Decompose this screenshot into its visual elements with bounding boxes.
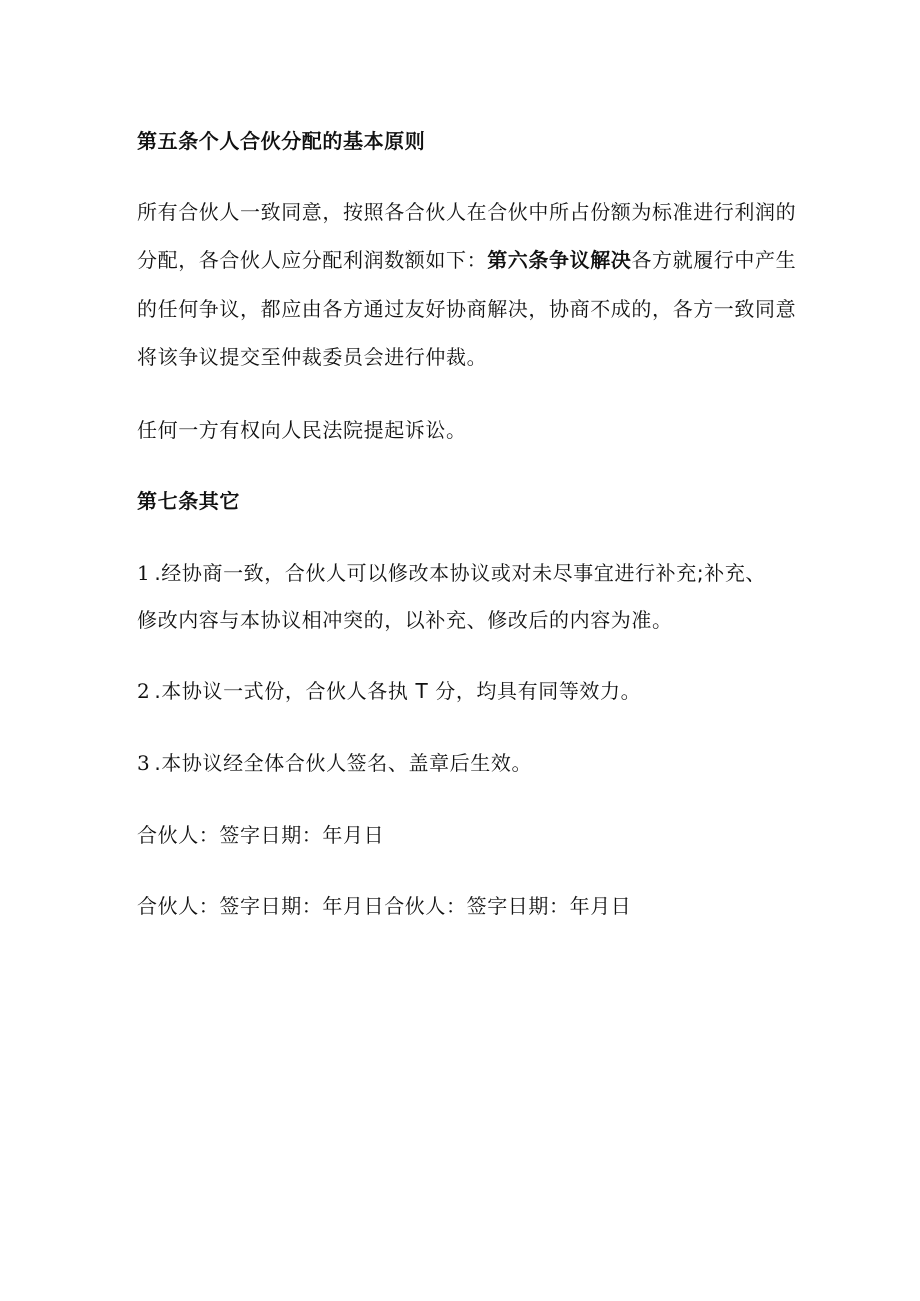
article-7-heading: 第七条其它 xyxy=(137,489,240,513)
item-number: 2 xyxy=(137,679,151,703)
article-7-item-1-line-1 xyxy=(137,560,766,586)
article-5-paragraph-line-1: 所有合伙人一致同意，按照各合伙人在合伙中所占份额为标准进行利润的 xyxy=(137,200,797,224)
paragraph-text: 各方就履行中产生 xyxy=(631,248,797,272)
article-7-item-1-line-2: 修改内容与本协议相冲突的，以补充、修改后的内容为准。 xyxy=(137,608,673,632)
article-5-paragraph-line-3: 的任何争议，都应由各方通过友好协商解决，协商不成的，各方一致同意 xyxy=(137,297,797,321)
item-text: .经协商一致，合伙人可以修改本协议或对未尽事宜进行补充;补充、 xyxy=(154,561,767,585)
article-7-item-2 xyxy=(137,678,641,704)
article-6-heading: 第六条争议解决 xyxy=(487,248,632,272)
signature-line-2: 合伙人：签字日期：年月日合伙人：签字日期：年月日 xyxy=(137,894,632,918)
article-5-heading: 第五条个人合伙分配的基本原则 xyxy=(137,129,426,153)
article-5-paragraph-line-2 xyxy=(137,247,796,273)
item-number: 3 xyxy=(137,751,151,775)
article-7-item-3 xyxy=(137,750,532,776)
article-5-paragraph-line-4: 将该争议提交至仲裁委员会进行仲裁。 xyxy=(137,345,488,369)
item-text: .本协议一式份，合伙人各执 T 分，均具有同等效力。 xyxy=(154,679,642,703)
article-5-paragraph-2: 任何一方有权向人民法院提起诉讼。 xyxy=(137,418,467,442)
item-number: 1 xyxy=(137,561,151,585)
item-text: .本协议经全体合伙人签名、盖章后生效。 xyxy=(154,751,533,775)
signature-line-1: 合伙人：签字日期：年月日 xyxy=(137,823,385,847)
paragraph-text: 分配，各合伙人应分配利润数额如下： xyxy=(137,248,488,272)
